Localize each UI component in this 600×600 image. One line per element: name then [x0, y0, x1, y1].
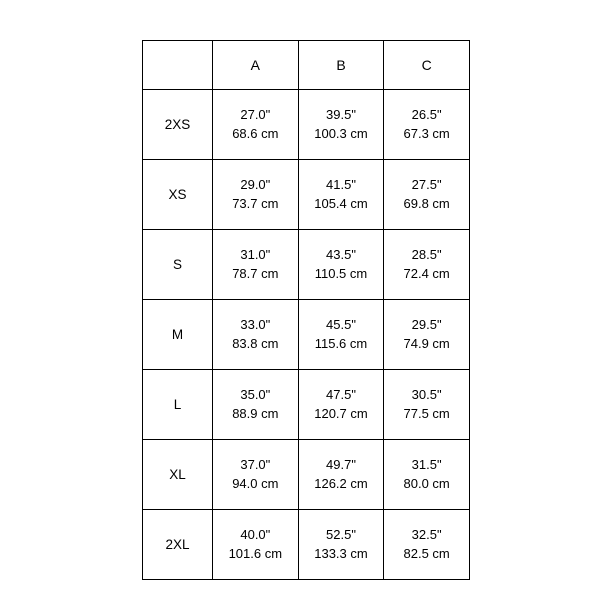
- cell-s-a: [213, 230, 299, 300]
- cell-m-b: [298, 300, 384, 370]
- cell-s-b: [298, 230, 384, 300]
- header-corner-cell: [143, 41, 213, 90]
- measure-inches: 28.5": [411, 246, 442, 262]
- cell-m-a: [213, 300, 299, 370]
- measure-inches: 27.0": [240, 106, 271, 122]
- measure-cm: 88.9 cm: [232, 405, 279, 421]
- measure-cm: 133.3 cm: [314, 545, 368, 561]
- measure-inches: 39.5": [326, 106, 356, 122]
- row-label-l: L: [143, 370, 213, 440]
- measure-inches: 32.5": [411, 526, 442, 542]
- measure-cm: 105.4 cm: [314, 195, 368, 211]
- cell-2xl-b: [298, 510, 384, 580]
- measure-cm: 100.3 cm: [314, 125, 368, 141]
- measure-inches: 43.5": [326, 246, 356, 262]
- measure-inches: 27.5": [411, 176, 442, 192]
- measure-cm: 72.4 cm: [403, 265, 450, 281]
- measure-inches: 33.0": [240, 316, 271, 332]
- measure-inches: 52.5": [326, 526, 356, 542]
- row-label-xl: XL: [143, 440, 213, 510]
- size-chart-container: [142, 40, 469, 580]
- cell-xs-a: [213, 160, 299, 230]
- measure-inches: 26.5": [411, 106, 442, 122]
- cell-l-a: [213, 370, 299, 440]
- table-row: [143, 160, 470, 230]
- measure-cm: 94.0 cm: [232, 475, 279, 491]
- cell-xs-b: [298, 160, 384, 230]
- measure-cm: 73.7 cm: [232, 195, 279, 211]
- row-label-m: M: [143, 300, 213, 370]
- table-row: [143, 230, 470, 300]
- measure-inches: 31.5": [411, 456, 442, 472]
- measure-inches: 47.5": [326, 386, 356, 402]
- measure-cm: 67.3 cm: [403, 125, 450, 141]
- measure-inches: 30.5": [411, 386, 442, 402]
- cell-xl-a: [213, 440, 299, 510]
- measure-inches: 41.5": [326, 176, 356, 192]
- measure-cm: 77.5 cm: [403, 405, 450, 421]
- table-row: [143, 510, 470, 580]
- cell-xl-c: [384, 440, 470, 510]
- cell-2xl-a: [213, 510, 299, 580]
- cell-l-c: [384, 370, 470, 440]
- table-row: [143, 300, 470, 370]
- table-row: [143, 90, 470, 160]
- measure-cm: 83.8 cm: [232, 335, 279, 351]
- measure-cm: 80.0 cm: [403, 475, 450, 491]
- cell-m-c: [384, 300, 470, 370]
- column-header-a: A: [213, 41, 299, 90]
- table-header: [143, 41, 470, 90]
- measure-inches: 29.5": [411, 316, 442, 332]
- table-row: [143, 440, 470, 510]
- measure-inches: 37.0": [240, 456, 271, 472]
- measure-cm: 74.9 cm: [403, 335, 450, 351]
- measure-inches: 49.7": [326, 456, 356, 472]
- table-body: [143, 90, 470, 580]
- measure-cm: 120.7 cm: [314, 405, 368, 421]
- measure-inches: 45.5": [326, 316, 356, 332]
- header-row: [143, 41, 470, 90]
- row-label-2xs: 2XS: [143, 90, 213, 160]
- measure-inches: 31.0": [240, 246, 271, 262]
- cell-2xl-c: [384, 510, 470, 580]
- row-label-s: S: [143, 230, 213, 300]
- table-row: [143, 370, 470, 440]
- measure-cm: 78.7 cm: [232, 265, 279, 281]
- cell-xs-c: [384, 160, 470, 230]
- row-label-2xl: 2XL: [143, 510, 213, 580]
- measure-inches: 35.0": [240, 386, 271, 402]
- measure-cm: 115.6 cm: [314, 335, 368, 351]
- cell-s-c: [384, 230, 470, 300]
- measure-cm: 101.6 cm: [228, 545, 283, 561]
- measure-cm: 126.2 cm: [314, 475, 368, 491]
- cell-xl-b: [298, 440, 384, 510]
- measure-cm: 69.8 cm: [403, 195, 450, 211]
- measure-cm: 110.5 cm: [314, 265, 368, 281]
- size-chart-table: [142, 40, 470, 580]
- cell-2xs-a: [213, 90, 299, 160]
- measure-inches: 40.0": [240, 526, 271, 542]
- column-header-b: B: [298, 41, 384, 90]
- measure-cm: 68.6 cm: [232, 125, 279, 141]
- column-header-c: C: [384, 41, 470, 90]
- cell-2xs-c: [384, 90, 470, 160]
- measure-inches: 29.0": [240, 176, 271, 192]
- cell-2xs-b: [298, 90, 384, 160]
- measure-cm: 82.5 cm: [403, 545, 450, 561]
- cell-l-b: [298, 370, 384, 440]
- row-label-xs: XS: [143, 160, 213, 230]
